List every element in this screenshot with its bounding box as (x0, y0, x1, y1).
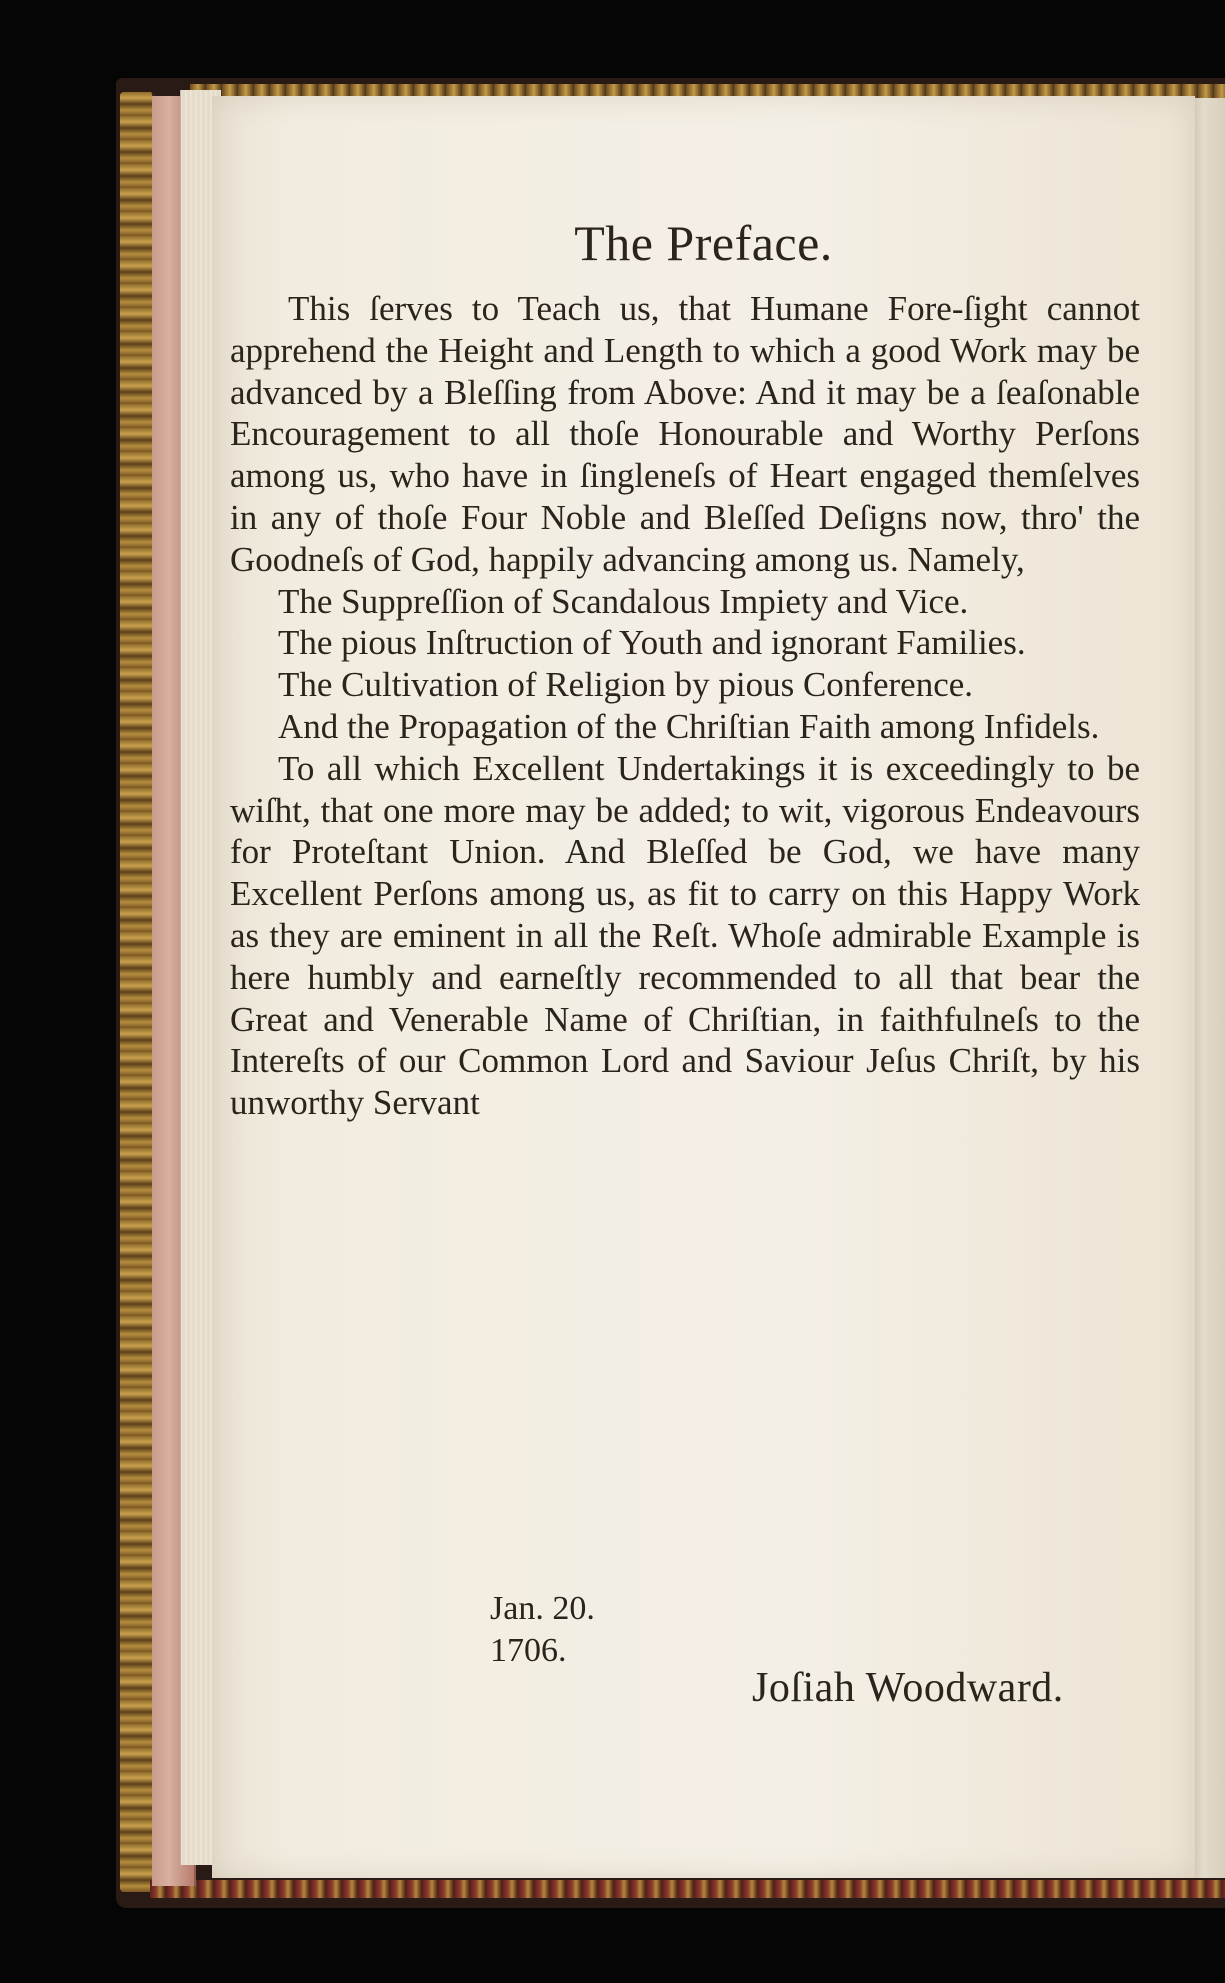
date-year: 1706. (490, 1632, 567, 1669)
paragraph: And the Propagation of the Chriſtian Faith among Infidels. (278, 706, 1100, 746)
paragraph: The Suppreſſion of Scandalous Impiety and Vice. (278, 581, 969, 621)
paragraph: The Cultivation of Religion by pious Conference. (278, 665, 974, 705)
date-month-day: Jan. 20. (490, 1590, 595, 1627)
paragraph: The pious Inſtruction of Youth and ignorant Families. (278, 623, 1026, 663)
preface-text (230, 288, 1140, 1124)
author-signature: Joſiah Woodward. (752, 1665, 1064, 1711)
gilt-spine-border (120, 92, 155, 1892)
date-block (490, 1588, 595, 1672)
paragraph: To all which Excellent Undertakings it is exceedingly to be wiſht, that one more may be added; to wit, vigorous Endeavours for Proteſtant Union. And Bleſſed be God, we have many Excellent Perſons among us, as fit to carry on this Happy Work as they are eminent in all the Reſt. Whoſe admirable Example is here humbly and earneſtly recommended to all that bear the Great and Venerable Name of Chriſtian, in faithfulneſs to the Intereſts of our Common Lord and Saviour Jeſus Chriſt, by his unworthy Servant (230, 748, 1140, 1123)
facing-page-edge (1192, 98, 1225, 1878)
gilt-bottom-edge (150, 1880, 1225, 1898)
page-title: The Preface. (574, 215, 833, 271)
paragraph: This ſerves to Teach us, that Humane Fore-ſight cannot apprehend the Height and Length to which a good Work may be advanced by a Bleſſing from Above: And it may be a ſeaſonable Encouragement to all thoſe Honourable and Worthy Perſons among us, who have in ſingleneſs of Heart engaged themſelves in any of thoſe Four Noble and Bleſſed Deſigns now, thro' the Goodneſs of God, happily advancing among us. Namely, (230, 289, 1140, 579)
